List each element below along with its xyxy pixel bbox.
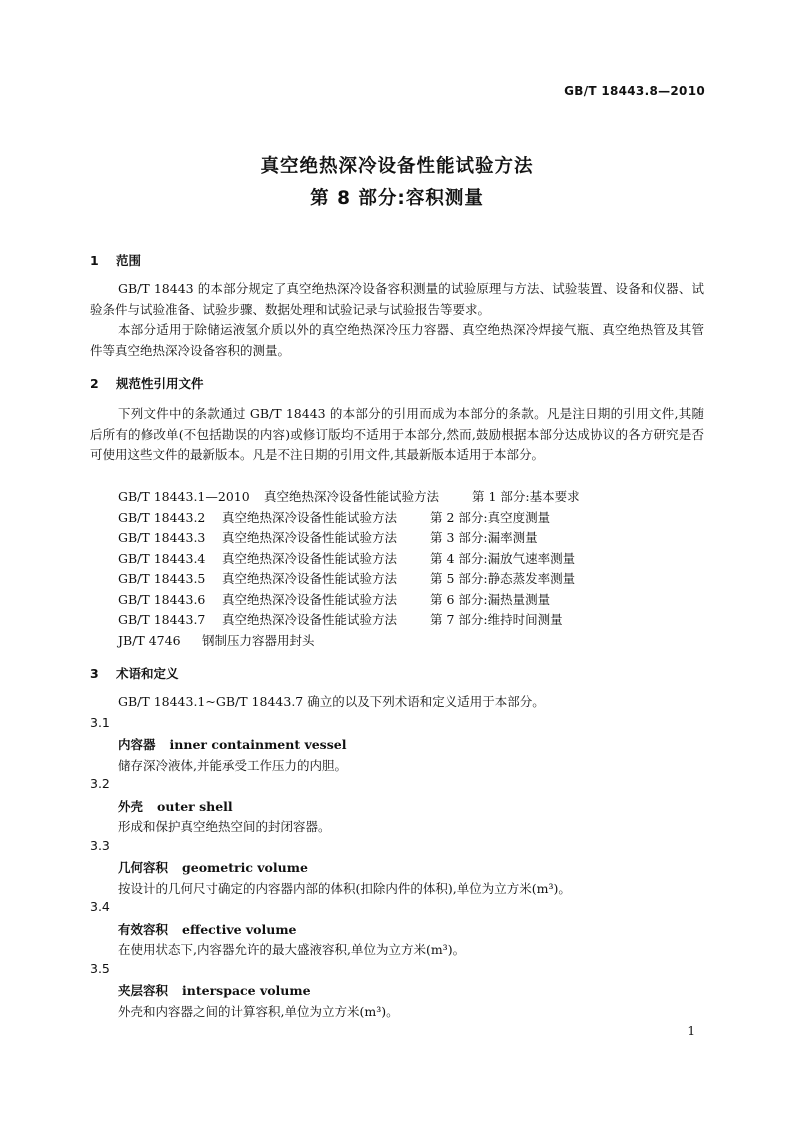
clause-number: 3.2 [90, 776, 110, 791]
section-title: 范围 [116, 253, 142, 268]
term-definition: 形成和保护真空绝热空间的封闭容器。 [118, 819, 331, 834]
term-definition: 外壳和内容器之间的计算容积,单位为立方米(m³)。 [118, 1004, 399, 1019]
reference-code: GB/T 18443.2 [118, 510, 206, 525]
reference-code: GB/T 18443.1—2010 [118, 489, 250, 504]
section-1-paragraph-1: GB/T 18443 的本部分规定了真空绝热深冷设备容积测量的试验原理与方法、试验装置、设备和仪器、试验条件与试验准备、试验步骤、数据处理和试验记录与试验报告等要求。 [90, 281, 704, 317]
section-1-heading [90, 251, 141, 269]
term-en: interspace volume [182, 983, 311, 998]
section-number: 3 [90, 666, 99, 681]
reference-code: GB/T 18443.7 [118, 612, 206, 627]
reference-part: 第 2 部分:真空度测量 [430, 510, 551, 525]
reference-code: JB/T 4746 [118, 633, 181, 648]
term-zh: 夹层容积 [118, 983, 169, 998]
reference-item [118, 487, 580, 505]
reference-item [118, 508, 550, 526]
page-number: 1 [687, 1024, 695, 1038]
clause-number: 3.4 [90, 899, 110, 914]
term-entry [118, 981, 311, 999]
reference-title: 真空绝热深冷设备性能试验方法 [222, 510, 398, 525]
reference-item [118, 590, 550, 608]
reference-part: 第 5 部分:静态蒸发率测量 [430, 571, 576, 586]
term-zh: 几何容积 [118, 860, 169, 875]
clause-number: 3.5 [90, 961, 110, 976]
section-title: 规范性引用文件 [116, 376, 204, 391]
term-entry [118, 797, 233, 815]
reference-title: 钢制压力容器用封头 [202, 633, 315, 648]
clause-number: 3.1 [90, 715, 110, 730]
term-entry [118, 735, 346, 753]
term-definition: 在使用状态下,内容器允许的最大盛液容积,单位为立方米(m³)。 [118, 942, 466, 957]
reference-part: 第 3 部分:漏率测量 [430, 530, 538, 545]
term-zh: 外壳 [118, 799, 144, 814]
section-number: 1 [90, 253, 99, 268]
term-en: outer shell [157, 799, 233, 814]
reference-item [118, 631, 315, 649]
reference-item [118, 569, 575, 587]
reference-title: 真空绝热深冷设备性能试验方法 [222, 530, 398, 545]
reference-code: GB/T 18443.4 [118, 551, 206, 566]
section-2-paragraph: 下列文件中的条款通过 GB/T 18443 的本部分的引用而成为本部分的条款。凡是注日期的引用文件,其随后所有的修改单(不包括勘误的内容)或修订版均不适用于本部分,然而,鼓励根据本部分达成协议的各方研究是否可使用这些文件的最新版本。凡是不注日期的引用文件,其最新版本适用于本部分。 [90, 406, 704, 462]
reference-title: 真空绝热深冷设备性能试验方法 [222, 551, 398, 566]
clause-number: 3.3 [90, 838, 110, 853]
term-definition: 储存深冷液体,并能承受工作压力的内胆。 [118, 758, 347, 773]
term-en: effective volume [182, 922, 297, 937]
reference-part: 第 7 部分:维持时间测量 [430, 612, 563, 627]
section-3-heading [90, 664, 179, 682]
section-title: 术语和定义 [116, 666, 179, 681]
reference-part: 第 6 部分:漏热量测量 [430, 592, 551, 607]
reference-title: 真空绝热深冷设备性能试验方法 [222, 612, 398, 627]
reference-title: 真空绝热深冷设备性能试验方法 [222, 571, 398, 586]
term-zh: 有效容积 [118, 922, 169, 937]
section-2-heading [90, 374, 204, 392]
term-definition: 按设计的几何尺寸确定的内容器内部的体积(扣除内件的体积),单位为立方米(m³)。 [118, 881, 571, 896]
document-title-line1: 真空绝热深冷设备性能试验方法 [260, 156, 534, 177]
reference-code: GB/T 18443.5 [118, 571, 206, 586]
reference-item [118, 549, 575, 567]
term-entry [118, 858, 308, 876]
section-3-paragraph: GB/T 18443.1~GB/T 18443.7 确立的以及下列术语和定义适用于本部分。 [118, 694, 545, 709]
section-1-paragraph-2: 本部分适用于除储运液氢介质以外的真空绝热深冷压力容器、真空绝热深冷焊接气瓶、真空绝热管及其管件等真空绝热深冷设备容积的测量。 [90, 322, 704, 358]
term-en: geometric volume [182, 860, 308, 875]
term-zh: 内容器 [118, 737, 156, 752]
reference-part: 第 4 部分:漏放气速率测量 [430, 551, 576, 566]
reference-part: 第 1 部分:基本要求 [472, 489, 580, 504]
reference-code: GB/T 18443.6 [118, 592, 206, 607]
reference-title: 真空绝热深冷设备性能试验方法 [264, 489, 440, 504]
standard-code: GB/T 18443.8—2010 [564, 84, 705, 98]
term-entry [118, 920, 297, 938]
reference-title: 真空绝热深冷设备性能试验方法 [222, 592, 398, 607]
reference-item [118, 528, 538, 546]
document-title-line2: 第 8 部分:容积测量 [310, 188, 484, 209]
reference-item [118, 610, 563, 628]
section-number: 2 [90, 376, 99, 391]
term-en: inner containment vessel [169, 737, 347, 752]
reference-code: GB/T 18443.3 [118, 530, 206, 545]
